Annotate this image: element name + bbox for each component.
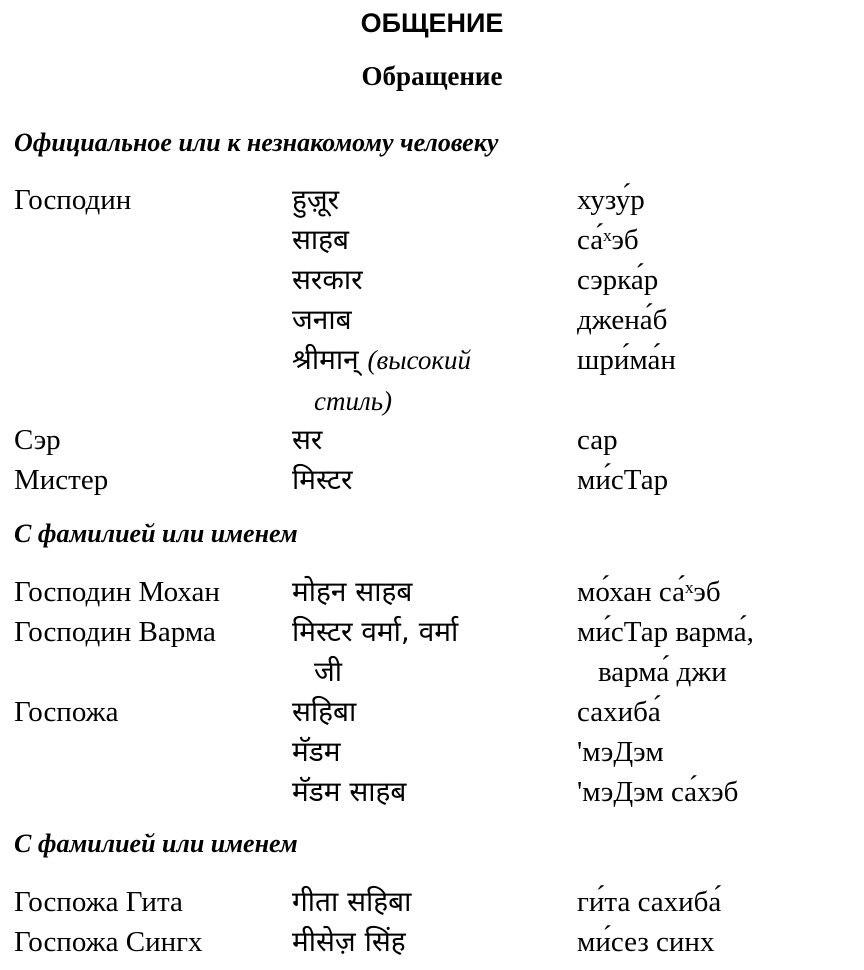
hindi-term: मॅडम साहब [292,775,407,808]
hindi-term-continuation: जी [314,655,343,688]
russian-term: Господин [14,184,132,216]
section-heading-official: Официальное или к незнакомому человеку [14,128,499,157]
style-note: (высокий [367,345,471,375]
transcription: мо́хан са́ˣэб [577,576,721,608]
transcription: 'мэДэм са́хэб [577,776,739,808]
transcription: ми́сТар варма́, [577,616,754,648]
russian-term: Госпожа Гита [14,886,183,918]
hindi-term: सहिबा [292,695,357,728]
transcription: са́ˣэб [577,224,639,256]
transcription: сэрка́р [577,264,659,296]
russian-term: Мистер [14,464,109,496]
transcription-continuation: варма́ джи [598,656,727,688]
russian-term: Госпожа Сингх [14,926,203,958]
hindi-term: सर [292,423,323,456]
page-title: ОБЩЕНИЕ [360,8,504,38]
transcription: ми́сез синх [577,926,715,958]
transcription: 'мэДэм [577,736,664,768]
transcription: сар [577,424,618,456]
hindi-term: साहब [292,223,350,256]
transcription: джена́б [577,304,668,336]
hindi-term: जनाब [292,303,352,336]
russian-term: Сэр [14,424,61,456]
hindi-term: हुज़ूर [292,183,340,216]
russian-term: Господин Мохан [14,576,220,608]
hindi-term: मॅडम [292,735,341,768]
transcription: шри́ма́н [577,344,676,376]
hindi-term: गीता सहिबा [292,885,412,918]
transcription: ми́сТар [577,464,669,496]
hindi-term: सरकार [292,263,363,296]
style-note-continuation: стиль) [314,386,393,416]
hindi-term: मिस्टर वर्मा, वर्मा [292,615,459,648]
russian-term: Господин Варма [14,616,216,648]
transcription: сахиба́ [577,696,661,728]
section-heading-with-name: С фамилией или именем [14,829,298,858]
russian-term: Госпожа [14,696,119,728]
hindi-term: मिस्टर [292,463,353,496]
hindi-term: मोहन साहब [292,575,413,608]
transcription: хузу́р [577,184,645,216]
section-heading-with-name: С фамилией или именем [14,519,298,548]
hindi-term: मीसेज़ सिंह [292,925,406,958]
page-subtitle: Обращение [361,61,503,91]
hindi-word: श्रीमान् [292,343,359,376]
hindi-term [292,341,471,379]
transcription: ги́та сахиба́ [577,886,722,918]
